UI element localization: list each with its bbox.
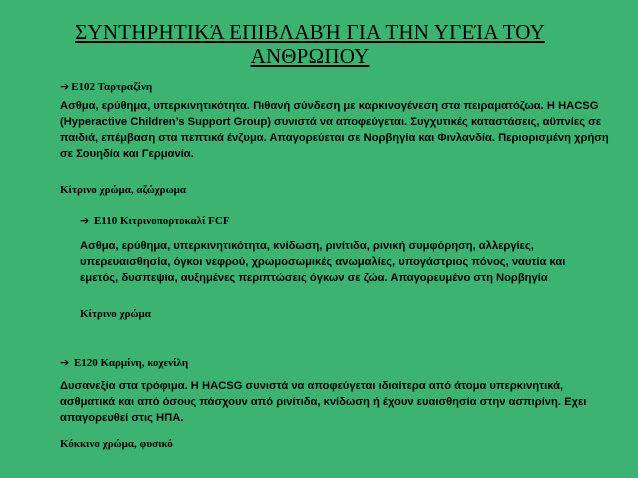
slide-title: [40, 20, 580, 68]
arrow-right-icon: ➔: [80, 214, 90, 227]
arrow-right-icon: ➔: [60, 80, 70, 93]
section-heading-label: Ε102 Ταρτραζίνη: [71, 81, 153, 93]
slide-title-line-1: ΣΥΝΤΗΡΗΤΙΚΆ ΕΠΙΒΛΑΒΉ ΓΙΑ ΤΗΝ ΥΓΕΊΑ ΤΟΥ: [75, 20, 545, 44]
section-heading-label: Ε120 Καρμίνη, κοχενίλη: [73, 357, 189, 369]
section-heading-e120: [60, 356, 188, 370]
arrow-right-icon: ➔: [60, 356, 70, 369]
section-color-note-e102: Κίτρινο χρώμα, αζώχρωμα: [60, 184, 186, 196]
section-body-e120: Δυσανεξία στα τρόφιμα. Η HACSG συνιστά να αποφεύγεται ιδιαίτερα από άτομα υπερκινητικά, ασθματικά και από όσους πάσχουν από ρινίτιδα, κνίδωση ή έχουν ευαισθησία στην ασπιρίνη. Εχει απαγορευθεί στις ΗΠΑ.: [60, 380, 587, 424]
section-body-e110: Ασθμα, ερύθημα, υπερκινητικότητα, κνίδωση, ρινίτιδα, ρινική συμφόρηση, αλλεργίες, υπερευαισθησία, όγκοι νεφρού, χρωμοσωμικές ανωμαλίες, υπογάστριος πόνος, ναυτία και εμετός, δυσπεψία, αυξημένες περιπτώσεις όγκων σε ζώα. Απαγορευμένο στη Νορβηγία: [80, 240, 566, 284]
section-color-note-e110: Κίτρινο χρώμα: [80, 308, 151, 320]
section-heading-e110: [80, 214, 230, 228]
section-color-note-e120: Κόκκινο χρώμα, φυσικό: [60, 438, 173, 450]
section-heading-label: Ε110 Κιτρινοπορτοκαλί FCF: [93, 215, 230, 227]
section-body-e102: Ασθμα, ερύθημα, υπερκινητικότητα. Πιθανή σύνδεση με καρκινογένεση στα πειραματόζωα. Η HACSG (Hyperactive Children’s Support Group) συνιστά να αποφεύγεται. Συγχυτικές καταστάσεις, αϋπνίες σε παιδιά, επέμβαση στα πεπτικά ένζυμα. Απαγορεύεται σε Νορβηγία και Φινλανδία. Περιορισμένη χρήση σε Σουηδία και Γερμανία.: [60, 100, 609, 160]
slide-title-line-2: ΑΝΘΡΩΠΟΥ: [250, 44, 370, 68]
section-heading-e102: [60, 80, 152, 94]
